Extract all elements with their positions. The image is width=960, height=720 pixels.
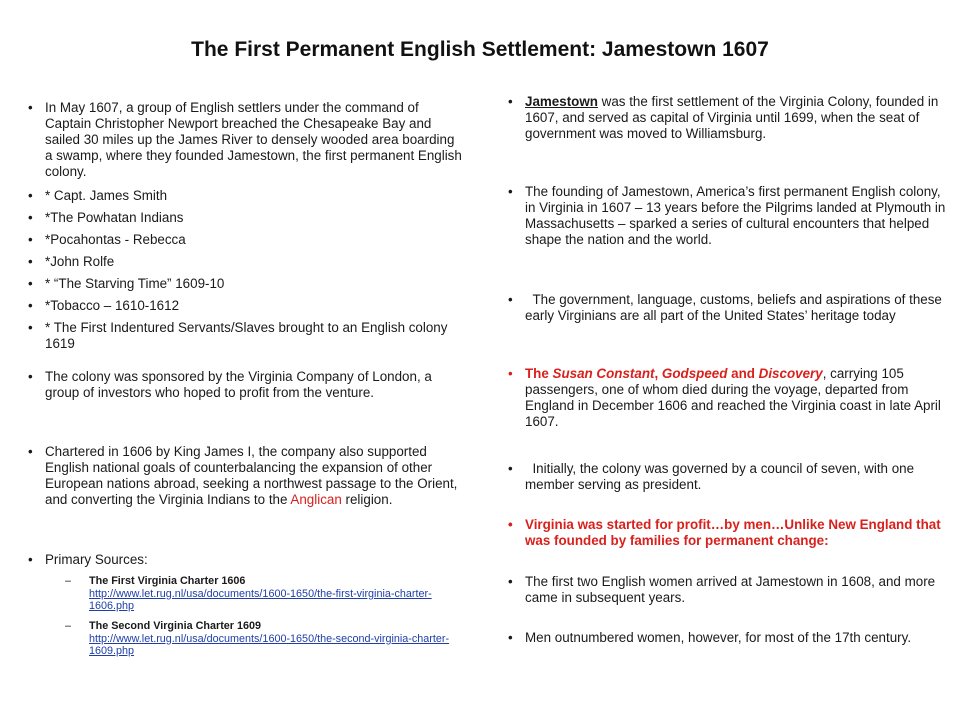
ships-sep: , bbox=[654, 366, 662, 381]
primary-sources-label: Primary Sources: bbox=[45, 552, 148, 567]
bullet: • bbox=[28, 232, 33, 247]
list-item bbox=[28, 320, 463, 352]
list-item-text: *Tobacco – 1610-1612 bbox=[45, 298, 180, 313]
paragraph-text: Virginia was started for profit…by men…Unlike New England that was founded by families for permanent change: bbox=[525, 517, 941, 548]
ships-sep: and bbox=[727, 366, 759, 381]
bullet: • bbox=[508, 94, 513, 109]
dash: – bbox=[65, 620, 72, 632]
bullet: • bbox=[508, 461, 513, 476]
paragraph-newport bbox=[28, 100, 463, 180]
list-item bbox=[28, 232, 463, 248]
bullet: • bbox=[508, 517, 513, 532]
paragraph-profit bbox=[508, 517, 953, 549]
list-item bbox=[28, 210, 463, 226]
paragraph-ships bbox=[508, 366, 953, 430]
paragraph-company bbox=[28, 369, 463, 401]
list-item bbox=[28, 254, 463, 270]
paragraph-council bbox=[508, 461, 953, 493]
bullet: • bbox=[28, 298, 33, 313]
paragraph-text: In May 1607, a group of English settlers under the command of Captain Christopher Newport breached the Chesapeake Bay and sailed 30 miles up the James River to densely wooded area boarding a swamp, where they founded Jamestown, the first permanent English colony. bbox=[45, 100, 462, 179]
source-title: The Second Virginia Charter 1609 bbox=[89, 620, 262, 632]
paragraph-text: Men outnumbered women, however, for most of the 17th century. bbox=[525, 630, 912, 645]
ship-name: Discovery bbox=[758, 366, 823, 381]
paragraph-text: The founding of Jamestown, America’s first permanent English colony, in Virginia in 1607 – 13 years before the Pilgrims landed at Plymouth in Massachusetts – sparked a series of cultural encounters that helped shape the nation and the world. bbox=[525, 184, 946, 247]
bullet: • bbox=[28, 188, 33, 203]
ship-name: Susan Constant bbox=[552, 366, 655, 381]
paragraph-founding bbox=[508, 184, 953, 248]
bullet: • bbox=[28, 444, 33, 459]
bullet: • bbox=[508, 184, 513, 199]
list-item-text: * The First Indentured Servants/Slaves brought to an English colony 1619 bbox=[45, 320, 448, 351]
paragraph-text: Initially, the colony was governed by a council of seven, with one member serving as president. bbox=[525, 461, 918, 492]
bullet: • bbox=[28, 320, 33, 335]
slide-title: The First Permanent English Settlement: Jamestown 1607 bbox=[191, 38, 769, 61]
bullet: • bbox=[508, 574, 513, 589]
paragraph-text: Chartered in 1606 by King James I, the company also supported English national goals of counterbalancing the expansion of other European nations abroad, seeking a northwest passage to the Orient, and converting the Virginia Indians to the bbox=[45, 444, 458, 507]
paragraph-text-end: religion. bbox=[341, 492, 393, 507]
list-item bbox=[28, 276, 463, 292]
source-link-second-charter[interactable]: http://www.let.rug.nl/usa/documents/1600-1650/the-second-virginia-charter-1609.php bbox=[89, 632, 450, 657]
bullet: • bbox=[508, 292, 513, 307]
ship-name: Godspeed bbox=[661, 366, 728, 381]
bullet: • bbox=[28, 369, 33, 384]
list-item-text: *The Powhatan Indians bbox=[45, 210, 184, 225]
bullet: • bbox=[28, 276, 33, 291]
list-item bbox=[28, 188, 463, 204]
paragraph-charter bbox=[28, 444, 463, 508]
source-link-first-charter[interactable]: http://www.let.rug.nl/usa/documents/1600-1650/the-first-virginia-charter-1606.php bbox=[89, 587, 432, 612]
dash: – bbox=[65, 575, 72, 587]
source-item bbox=[65, 575, 469, 613]
source-item bbox=[65, 620, 469, 658]
list-item bbox=[28, 298, 463, 314]
paragraph-text: was the first settlement of the Virginia Colony, founded in 1607, and served as capital of Virginia until 1699, when the seat of government was moved to Williamsburg. bbox=[525, 94, 939, 141]
bullet: • bbox=[28, 254, 33, 269]
bullet: • bbox=[508, 630, 513, 645]
list-item-text: *Pocahontas - Rebecca bbox=[45, 232, 186, 247]
bullet: • bbox=[28, 210, 33, 225]
list-item-text: * “The Starving Time” 1609-10 bbox=[45, 276, 225, 291]
primary-sources-heading bbox=[28, 552, 463, 568]
paragraph-text: The first two English women arrived at Jamestown in 1608, and more came in subsequent years. bbox=[525, 574, 936, 605]
jamestown-link[interactable]: Jamestown bbox=[525, 94, 598, 109]
paragraph-women bbox=[508, 574, 953, 606]
paragraph-text: , carrying 105 passengers, one of whom died during the voyage, departed from England in December 1606 and reached the Virginia coast in late April 1607. bbox=[525, 366, 941, 429]
paragraph-heritage bbox=[508, 292, 953, 324]
list-item-text: *John Rolfe bbox=[45, 254, 115, 269]
bullet: • bbox=[28, 100, 33, 115]
paragraph-text: The government, language, customs, beliefs and aspirations of these early Virginians are all part of the United States’ heritage today bbox=[525, 292, 946, 323]
anglican-highlight: Anglican bbox=[290, 492, 342, 507]
ships-lead: The bbox=[525, 366, 553, 381]
paragraph-men bbox=[508, 630, 953, 646]
paragraph-jamestown bbox=[508, 94, 953, 142]
bullet: • bbox=[508, 366, 513, 381]
source-title: The First Virginia Charter 1606 bbox=[89, 575, 246, 587]
paragraph-text: The colony was sponsored by the Virginia Company of London, a group of investors who hoped to profit from the venture. bbox=[45, 369, 432, 400]
bullet: • bbox=[28, 552, 33, 567]
list-item-text: * Capt. James Smith bbox=[45, 188, 168, 203]
